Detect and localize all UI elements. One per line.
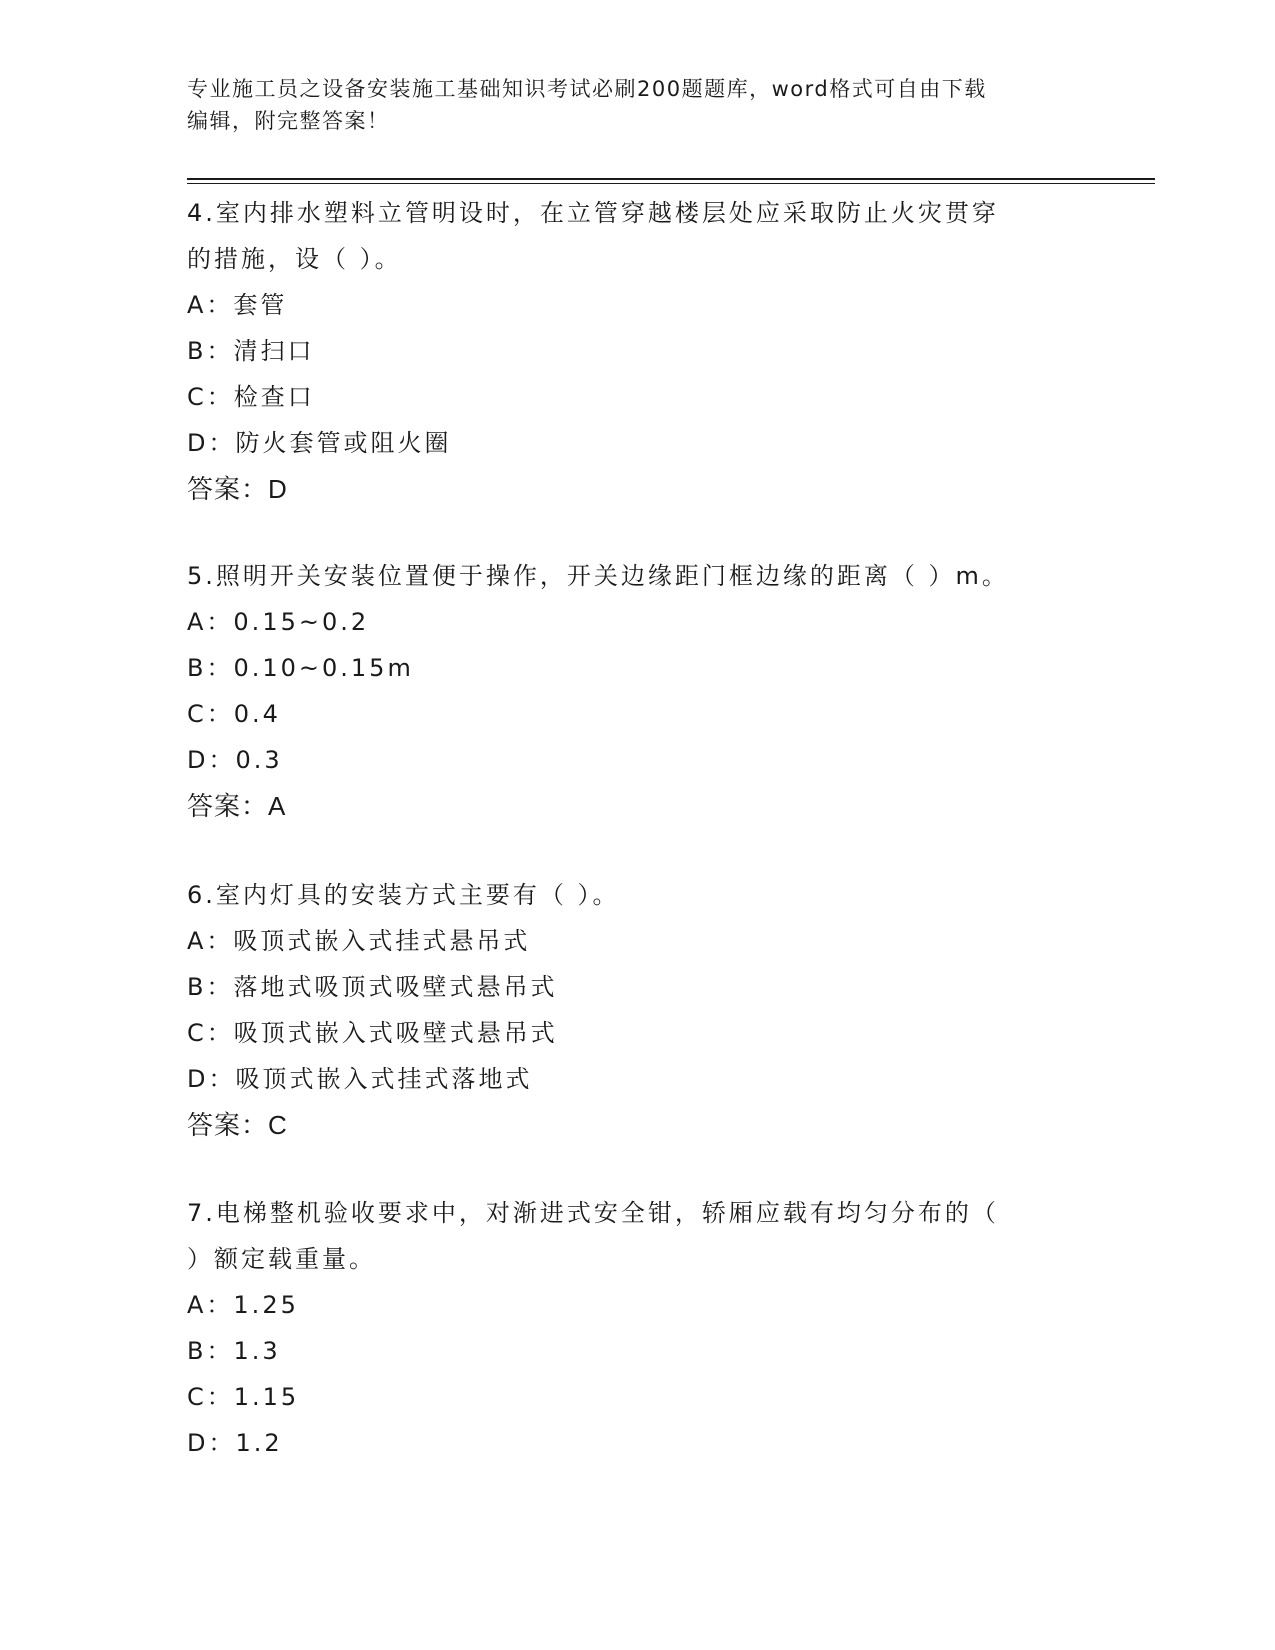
option-d: D：0.3: [187, 746, 283, 774]
question-stem-line: 4.室内排水塑料立管明设时，在立管穿越楼层处应采取防止火灾贯穿: [187, 199, 999, 227]
answer-line: 答案：C: [187, 1110, 288, 1140]
option-b: B：1.3: [187, 1337, 281, 1365]
header-divider-thin: [187, 183, 1155, 184]
option-c: C：吸顶式嵌入式吸壁式悬吊式: [187, 1019, 558, 1047]
question-stem-line: 7.电梯整机验收要求中，对渐进式安全钳，轿厢应载有均匀分布的（: [187, 1199, 999, 1227]
option-b: B：落地式吸顶式吸壁式悬吊式: [187, 973, 558, 1001]
option-d: D：吸顶式嵌入式挂式落地式: [187, 1065, 533, 1093]
option-a: A：吸顶式嵌入式挂式悬吊式: [187, 927, 531, 955]
header-divider-thick: [187, 178, 1155, 180]
question-stem-line: ）额定载重量。: [187, 1245, 376, 1273]
answer-line: 答案：D: [187, 474, 288, 504]
question-5: [187, 553, 1087, 829]
question-7: [187, 1190, 1087, 1466]
question-6: [187, 872, 1087, 1148]
option-d: D：防火套管或阻火圈: [187, 429, 452, 457]
answer-line: 答案：A: [187, 791, 287, 821]
option-b: B：清扫口: [187, 337, 315, 365]
document-header: [187, 73, 1087, 137]
option-a: A：0.15~0.2: [187, 608, 370, 636]
option-c: C：0.4: [187, 700, 281, 728]
question-4: [187, 190, 1087, 512]
option-c: C：检查口: [187, 383, 315, 411]
question-stem-line: 5.照明开关安装位置便于操作，开关边缘距门框边缘的距离（ ）m。: [187, 562, 1009, 590]
option-b: B：0.10~0.15m: [187, 654, 414, 682]
header-title-line-1: 专业施工员之设备安装施工基础知识考试必刷200题题库，word格式可自由下载: [187, 77, 987, 101]
question-stem-line: 6.室内灯具的安装方式主要有（ ）。: [187, 881, 620, 909]
option-d: D：1.2: [187, 1429, 283, 1457]
option-a: A：套管: [187, 291, 288, 319]
option-c: C：1.15: [187, 1383, 300, 1411]
header-title-line-2: 编辑，附完整答案！: [187, 109, 390, 133]
option-a: A：1.25: [187, 1291, 299, 1319]
question-stem-line: 的措施，设（ ）。: [187, 245, 402, 273]
